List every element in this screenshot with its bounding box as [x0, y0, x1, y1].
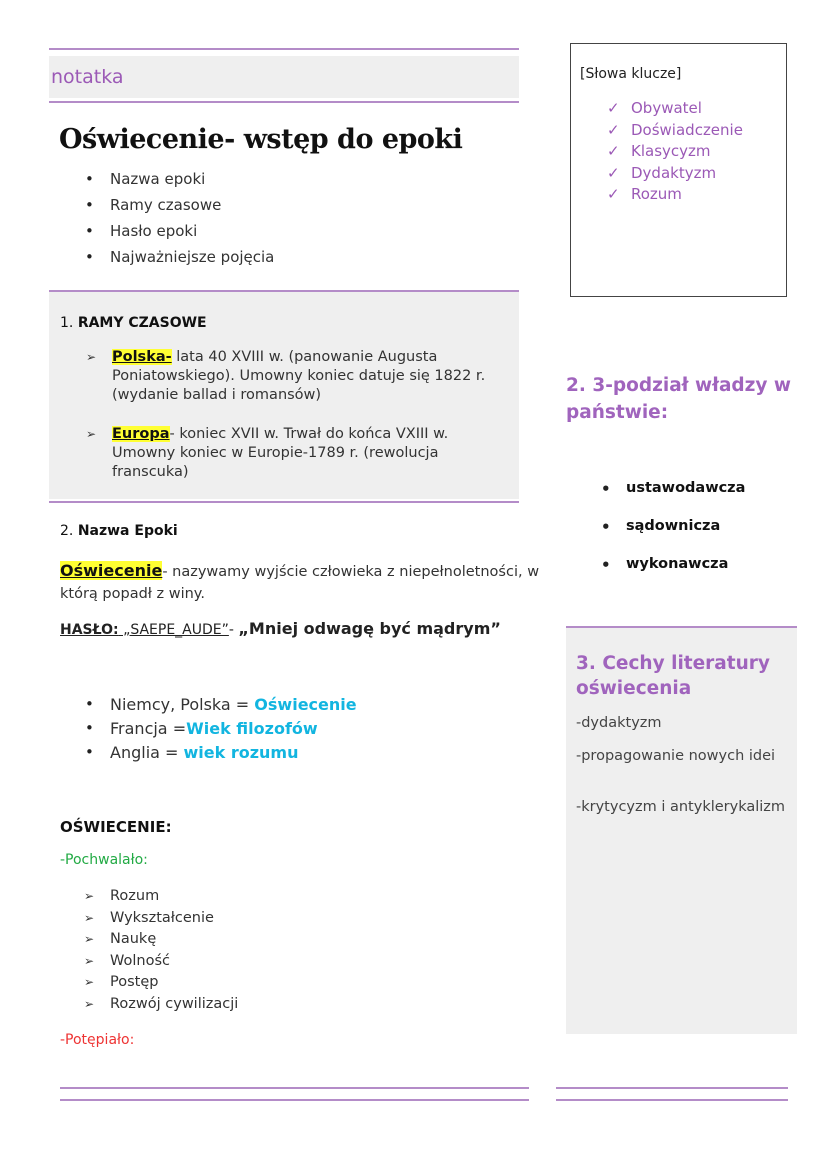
item-text: Wykształcenie — [110, 909, 214, 926]
item-text: lata 40 XVIII w. (panowanie Augusta Poniatowskiego). Umowny koniec datuje się 1822 r. (wydanie ballad i romansów) — [112, 349, 486, 403]
list-item — [84, 974, 238, 996]
list-item — [607, 185, 743, 207]
name-value: Oświecenie — [254, 695, 357, 714]
motto-polish: „Mniej odwagę być mądrym” — [238, 619, 501, 638]
divider-bottom-left-2 — [60, 1099, 529, 1101]
definition-paragraph — [60, 560, 550, 605]
motto-dash: - — [228, 622, 239, 638]
item-text: Obywatel — [631, 99, 702, 117]
list-item: • Nazwa epoki — [110, 170, 274, 196]
arrow-icon: ➢ — [86, 427, 97, 441]
section2-number: 2. — [60, 523, 74, 539]
list-item: • Ramy czasowe — [110, 196, 274, 222]
list-item — [84, 931, 238, 953]
name-prefix: Francja = — [110, 719, 187, 738]
section1-heading — [60, 315, 207, 331]
list-item: -krytycyzm i antyklerykalizm — [576, 799, 786, 815]
list-item — [110, 743, 357, 767]
divider-bottom-right-2 — [556, 1099, 788, 1101]
praised-list — [84, 888, 239, 1017]
list-item — [86, 425, 512, 482]
arrow-icon: ➢ — [84, 910, 95, 925]
highlight-oswiecenie: Oświecenie — [60, 561, 163, 580]
section1-number: 1. — [60, 315, 74, 331]
list-item — [84, 909, 238, 932]
check-icon: ✓ — [607, 99, 620, 117]
item-text: Wolność — [110, 952, 170, 969]
check-icon: ✓ — [607, 185, 620, 203]
highlight-europa: Europa — [112, 426, 170, 442]
list-item — [607, 121, 743, 143]
list-item: • sądownicza — [626, 518, 745, 556]
list-item — [86, 348, 512, 405]
list-item — [110, 695, 357, 719]
epoch-names-list — [110, 695, 357, 767]
highlight-polska: Polska- — [112, 349, 172, 365]
name-prefix: Niemcy, Polska = — [110, 695, 255, 714]
list-item: • Hasło epoki — [110, 222, 274, 248]
topics-list — [110, 170, 274, 274]
divider-under-note — [49, 101, 519, 103]
arrow-icon: ➢ — [84, 932, 95, 946]
list-item: -propagowanie nowych idei — [576, 748, 776, 764]
list-item — [607, 142, 743, 164]
keywords-title: [Słowa klucze] — [580, 66, 682, 82]
name-prefix: Anglia = — [110, 743, 184, 762]
arrow-icon: ➢ — [86, 350, 97, 364]
list-item: -dydaktyzm — [576, 715, 662, 731]
item-text: Rozum — [110, 888, 160, 904]
check-icon: ✓ — [607, 142, 620, 160]
divider-bottom-left-1 — [60, 1087, 529, 1089]
item-text: Rozwój cywilizacji — [110, 995, 239, 1012]
note-label: notatka — [51, 66, 124, 88]
arrow-icon: ➢ — [84, 975, 95, 989]
section2-heading — [60, 523, 178, 539]
name-value: Wiek filozofów — [186, 719, 318, 738]
list-item: • wykonawcza — [626, 556, 745, 594]
arrow-icon: ➢ — [84, 953, 95, 968]
list-item: • Najważniejsze pojęcia — [110, 248, 274, 274]
definition-text: - nazywamy wyjście człowieka z niepełnoletności, w którą popadł z winy. — [60, 564, 540, 602]
item-text: Naukę — [110, 931, 157, 947]
check-icon: ✓ — [607, 120, 620, 139]
item-text: Postęp — [110, 974, 159, 990]
list-item: • ustawodawcza — [626, 480, 745, 518]
arrow-icon: ➢ — [84, 889, 95, 903]
condemned-label: -Potępiało: — [60, 1032, 135, 1048]
motto-label: HASŁO: — [60, 622, 119, 638]
motto-latin: „SAEPE_AUDE” — [118, 622, 229, 638]
list-item — [84, 888, 238, 910]
arrow-icon: ➢ — [84, 996, 95, 1011]
list-item — [84, 995, 239, 1018]
list-item — [607, 99, 743, 121]
motto — [60, 619, 501, 638]
divider-section1-bottom — [49, 501, 519, 503]
list-item — [607, 164, 743, 186]
power-heading: 2. 3-podział władzy w państwie: — [566, 375, 792, 423]
item-text: - koniec XVII w. Trwał do końca VXIII w. Umowny koniec w Europie-1789 r. (rewolucja franscuka) — [112, 426, 449, 480]
features-heading: 3. Cechy literatury oświecenia — [576, 653, 770, 699]
keywords-list — [607, 99, 743, 207]
list-item — [84, 952, 238, 975]
item-text: Doświadczenie — [631, 120, 743, 139]
item-text: Klasycyzm — [631, 142, 711, 160]
item-text: Dydaktyzm — [631, 163, 717, 182]
divider-bottom-right-1 — [556, 1087, 788, 1089]
page-title: Oświecenie- wstęp do epoki — [59, 124, 463, 155]
item-text: Rozum — [631, 185, 682, 203]
praised-label: -Pochwalało: — [60, 852, 148, 868]
divider-top — [49, 48, 519, 50]
list-item — [110, 719, 357, 743]
section1-title: RAMY CZASOWE — [77, 315, 207, 331]
enlightenment-heading: OŚWIECENIE: — [60, 818, 172, 836]
name-value: wiek rozumu — [183, 743, 299, 762]
power-list — [626, 480, 745, 594]
check-icon: ✓ — [607, 163, 620, 182]
section2-title: Nazwa Epoki — [77, 523, 178, 539]
